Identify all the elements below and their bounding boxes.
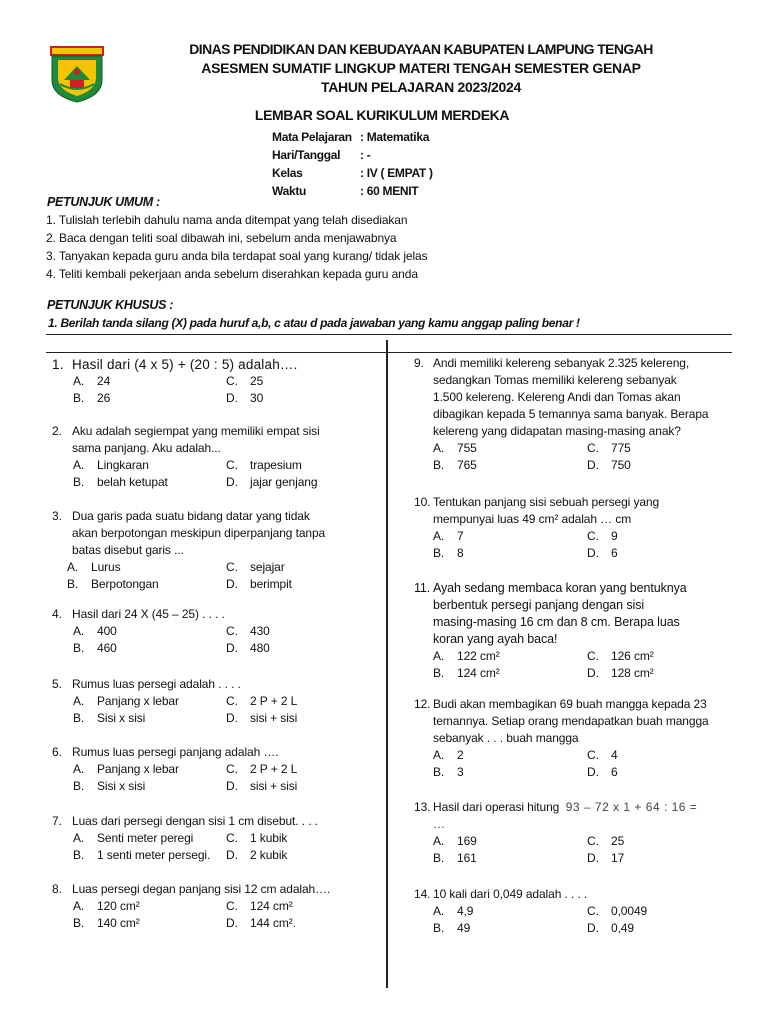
info-value: : 60 MENIT <box>360 184 419 198</box>
question-item <box>414 580 722 682</box>
question-item <box>52 676 352 727</box>
question-item <box>52 744 352 795</box>
question-number: 5. <box>52 677 62 691</box>
sheet-title: LEMBAR SOAL KURIKULUM MERDEKA <box>254 107 510 123</box>
question-text: 10 kali dari 0,049 adalah . . . . <box>433 887 588 901</box>
question-text: Hasil dari (4 x 5) + (20 : 5) adalah…. <box>72 357 298 372</box>
math-expression: 93 – 72 x 1 + 64 : 16 = <box>565 800 698 814</box>
question-number: 6. <box>52 745 62 759</box>
option-c[interactable]: C. 2 P + 2 L <box>226 694 298 708</box>
option-d[interactable]: D. sisi + sisi <box>226 779 298 793</box>
option-c[interactable]: C. 430 <box>226 624 270 638</box>
option-b[interactable]: B. 460 <box>73 641 117 655</box>
option-a[interactable]: A. Panjang x lebar <box>73 762 179 776</box>
option-d[interactable]: D. 144 cm². <box>226 916 296 930</box>
option-b[interactable]: B. 161 <box>433 851 477 865</box>
question-number: 1. <box>52 357 64 372</box>
question-text: Hasil dari operasi hitung 93 – 72 x 1 + 64 : 16 = … <box>433 800 698 831</box>
option-b[interactable]: B. 140 cm² <box>73 916 140 930</box>
header-agency: DINAS PENDIDIKAN DAN KEBUDAYAAN KABUPATEN LAMPUNG TENGAH <box>189 41 653 57</box>
option-d[interactable]: D. 17 <box>587 851 625 865</box>
option-d[interactable]: D. 128 cm² <box>587 666 654 680</box>
question-item <box>414 799 722 867</box>
option-c[interactable]: C. 775 <box>587 441 631 455</box>
option-c[interactable]: C. sejajar <box>226 560 285 574</box>
option-d[interactable]: D. 480 <box>226 641 270 655</box>
special-instructions-title: PETUNJUK KHUSUS : <box>47 298 174 312</box>
question-item <box>52 356 352 407</box>
header-assessment: ASESMEN SUMATIF LINGKUP MATERI TENGAH SEMESTER GENAP <box>201 60 641 76</box>
info-row <box>272 164 433 182</box>
option-d[interactable]: D. 0,49 <box>587 921 634 935</box>
special-instruction-item: 1. Berilah tanda silang (X) pada huruf a,b, c atau d pada jawaban yang kamu anggap paling benar ! <box>48 316 580 330</box>
question-text: Luas dari persegi dengan sisi 1 cm disebut. . . . <box>72 814 318 828</box>
question-text: Dua garis pada suatu bidang datar yang tidak akan berpotongan meskipun diperpanjang tanpa batas disebut garis ... <box>72 509 326 557</box>
option-d[interactable]: D. sisi + sisi <box>226 711 298 725</box>
option-c[interactable]: C. 126 cm² <box>587 649 654 663</box>
column-divider <box>386 340 388 988</box>
question-number: 14. <box>414 887 431 901</box>
question-item <box>52 881 352 932</box>
option-a[interactable]: A. 400 <box>73 624 117 638</box>
option-a[interactable]: A. 7 <box>433 529 464 543</box>
option-c[interactable]: C. 25 <box>226 374 264 388</box>
option-c[interactable]: C. 124 cm² <box>226 899 293 913</box>
question-item <box>52 423 352 491</box>
question-number: 10. <box>414 495 431 509</box>
option-c[interactable]: C. 4 <box>587 748 618 762</box>
option-b[interactable]: B. Sisi x sisi <box>73 711 146 725</box>
info-key: Kelas <box>272 166 303 180</box>
option-c[interactable]: C. 0,0049 <box>587 904 648 918</box>
info-value: : Matematika <box>360 130 430 144</box>
instruction-item: 1. Tulislah terlebih dahulu nama anda ditempat yang telah disediakan <box>46 213 408 227</box>
question-text: Hasil dari 24 X (45 – 25) . . . . <box>72 607 225 621</box>
option-a[interactable]: A. Senti meter peregi <box>73 831 194 845</box>
option-b[interactable]: B. 8 <box>433 546 464 560</box>
divider-line <box>46 352 732 353</box>
question-number: 3. <box>52 509 62 523</box>
regency-logo <box>46 44 108 104</box>
option-d[interactable]: D. 30 <box>226 391 264 405</box>
option-a[interactable]: A. Lingkaran <box>73 458 149 472</box>
header-year: TAHUN PELAJARAN 2023/2024 <box>321 79 521 95</box>
option-b[interactable]: B. 765 <box>433 458 477 472</box>
question-text: Rumus luas persegi adalah . . . . <box>72 677 241 691</box>
question-item <box>52 606 352 657</box>
instruction-item: 3. Tanyakan kepada guru anda bila terdapat soal yang kurang/ tidak jelas <box>46 249 428 263</box>
option-d[interactable]: D. 2 kubik <box>226 848 288 862</box>
question-number: 4. <box>52 607 62 621</box>
question-number: 11. <box>414 581 431 595</box>
question-number: 13. <box>414 800 431 814</box>
option-a[interactable]: A. 120 cm² <box>73 899 140 913</box>
option-b[interactable]: B. belah ketupat <box>73 475 168 489</box>
option-b[interactable]: B. Sisi x sisi <box>73 779 146 793</box>
option-c[interactable]: C. 9 <box>587 529 618 543</box>
question-text: Andi memiliki kelereng sebanyak 2.325 kelereng, sedangkan Tomas memiliki kelereng sebanyak 1.500 kelereng. Kelereng Andi dan Tomas akan dibagikan kepada 5 temannya sama banyak. Berapa kelereng yang didapatan masing-masing anak? <box>433 356 709 438</box>
instruction-item: 4. Teliti kembali pekerjaan anda sebelum diserahkan kepada guru anda <box>46 267 418 281</box>
option-a[interactable]: A. 122 cm² <box>433 649 500 663</box>
option-d[interactable]: D. 6 <box>587 765 618 779</box>
info-key: Mata Pelajaran <box>272 130 352 144</box>
question-number: 2. <box>52 424 62 438</box>
instruction-item: 2. Baca dengan teliti soal dibawah ini, sebelum anda menjawabnya <box>46 231 397 245</box>
question-item <box>52 508 352 593</box>
question-text: Rumus luas persegi panjang adalah …. <box>72 745 279 759</box>
info-row <box>272 182 433 200</box>
general-instructions <box>46 211 428 283</box>
document-header <box>110 40 732 97</box>
question-number: 9. <box>414 356 424 370</box>
option-d[interactable]: D. berimpit <box>226 577 292 591</box>
question-number: 12. <box>414 697 431 711</box>
option-c[interactable]: C. 1 kubik <box>226 831 288 845</box>
option-a[interactable]: A. 4,9 <box>433 904 474 918</box>
option-a[interactable]: A. Lurus <box>67 560 121 574</box>
option-b[interactable]: B. 124 cm² <box>433 666 500 680</box>
info-row <box>272 146 433 164</box>
option-b[interactable]: B. Berpotongan <box>67 577 159 591</box>
option-a[interactable]: A. 755 <box>433 441 477 455</box>
lampung-tengah-coat-of-arms-icon <box>46 44 108 104</box>
option-a[interactable]: A. Panjang x lebar <box>73 694 179 708</box>
question-number: 8. <box>52 882 62 896</box>
question-item <box>414 696 722 781</box>
question-item <box>414 886 722 937</box>
option-b[interactable]: B. 1 senti meter persegi. <box>73 848 211 862</box>
question-item <box>414 494 722 562</box>
info-key: Hari/Tanggal <box>272 148 341 162</box>
question-text: Luas persegi degan panjang sisi 12 cm adalah…. <box>72 882 331 896</box>
option-d[interactable]: D. 750 <box>587 458 631 472</box>
option-c[interactable]: C. trapesium <box>226 458 302 472</box>
option-b[interactable]: B. 3 <box>433 765 464 779</box>
info-row <box>272 128 433 146</box>
question-text: Budi akan membagikan 69 buah mangga kepada 23 temannya. Setiap orang mendapatkan buah mangga sebanyak . . . buah mangga <box>433 697 709 745</box>
question-number: 7. <box>52 814 62 828</box>
info-value: : - <box>360 148 371 162</box>
question-text: Tentukan panjang sisi sebuah persegi yang mempunyai luas 49 cm² adalah … cm <box>433 495 660 526</box>
question-text: Ayah sedang membaca koran yang bentuknya berbentuk persegi panjang dengan sisi masing-masing 16 cm dan 8 cm. Berapa luas koran yang ayah baca! <box>433 581 687 646</box>
general-instructions-title: PETUNJUK UMUM : <box>47 195 160 209</box>
question-item <box>52 813 352 864</box>
info-key: Waktu <box>272 184 307 198</box>
option-c[interactable]: C. 25 <box>587 834 625 848</box>
option-d[interactable]: D. jajar genjang <box>226 475 318 489</box>
option-a[interactable]: A. 169 <box>433 834 477 848</box>
info-value: : IV ( EMPAT ) <box>360 166 433 180</box>
option-b[interactable]: B. 49 <box>433 921 471 935</box>
option-b[interactable]: B. 26 <box>73 391 111 405</box>
option-c[interactable]: C. 2 P + 2 L <box>226 762 298 776</box>
option-a[interactable]: A. 24 <box>73 374 111 388</box>
divider-line <box>46 334 732 335</box>
option-d[interactable]: D. 6 <box>587 546 618 560</box>
option-a[interactable]: A. 2 <box>433 748 464 762</box>
exam-info <box>272 128 433 200</box>
question-item <box>414 355 722 474</box>
question-text: Aku adalah segiempat yang memiliki empat sisi sama panjang. Aku adalah... <box>72 424 320 455</box>
